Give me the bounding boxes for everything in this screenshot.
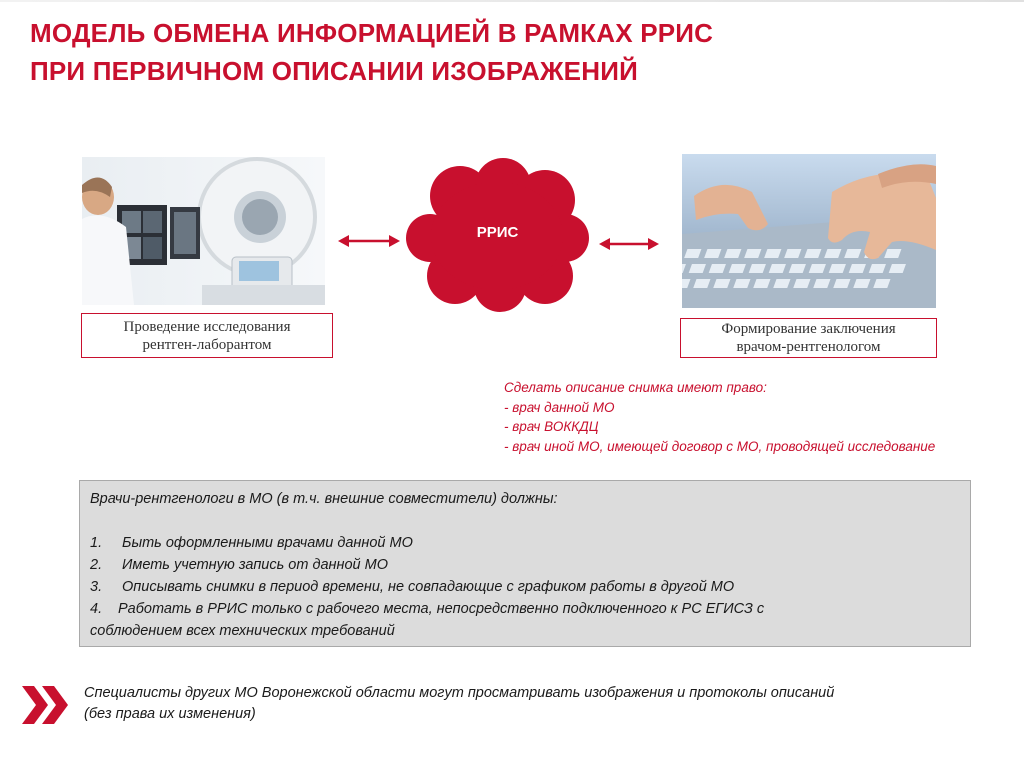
requirement-number: 1.: [90, 535, 103, 551]
requirement-item: [90, 576, 960, 598]
footer-line-2: (без права их изменения): [84, 706, 256, 722]
rights-list: [504, 378, 1014, 456]
double-headed-arrow-icon: [599, 236, 659, 252]
title-line-2: ПРИ ПЕРВИЧНОМ ОПИСАНИИ ИЗОБРАЖЕНИЙ: [30, 56, 638, 86]
requirement-continuation: соблюдением всех технических требований: [90, 623, 395, 639]
requirement-number: 3.: [90, 579, 103, 595]
requirement-text: Работать в РРИС только с рабочего места, непосредственно подключенного к РС ЕГИСЗ с: [118, 601, 765, 617]
requirements-intro: Врачи-рентгенологи в МО (в т.ч. внешние совместители) должны:: [90, 491, 558, 507]
requirement-item: [90, 532, 960, 554]
right-caption-line-2: врачом-рентгенологом: [736, 339, 881, 355]
title-line-1: МОДЕЛЬ ОБМЕНА ИНФОРМАЦИЕЙ В РАМКАХ РРИС: [30, 18, 714, 48]
requirement-item: [90, 598, 960, 620]
rights-item: - врач данной МО: [504, 399, 615, 415]
left-caption-line-1: Проведение исследования: [123, 318, 291, 335]
top-divider: [0, 0, 1024, 2]
requirements-box: [79, 480, 971, 647]
requirement-number: 4.: [90, 601, 103, 617]
slide-title: [30, 14, 990, 90]
rights-item: - врач иной МО, имеющей договор с МО, проводящей исследование: [504, 438, 936, 454]
right-caption-box: [680, 318, 937, 358]
right-caption-line-1: Формирование заключения: [721, 321, 896, 337]
rights-item: - врач ВОККДЦ: [504, 419, 599, 434]
double-headed-arrow-icon: [338, 233, 400, 249]
requirement-text: Иметь учетную запись от данной МО: [122, 557, 388, 573]
footer-note: [84, 683, 1004, 725]
requirement-number: 2.: [90, 557, 103, 573]
double-chevron-right-icon: [22, 686, 72, 724]
rris-label: РРИС: [476, 224, 519, 241]
footer-line-1: Специалисты других МО Воронежской области могут просматривать изображения и протоколы описаний: [84, 685, 835, 701]
left-caption-box: [81, 313, 333, 358]
requirement-item: [90, 554, 960, 576]
keyboard-typing-photo: [682, 154, 936, 308]
requirement-text: Быть оформленными врачами данной МО: [122, 535, 413, 551]
rights-heading: Сделать описание снимка имеют право:: [504, 380, 767, 395]
xray-lab-photo: [82, 157, 325, 305]
left-caption-line-2: рентген-лаборантом: [142, 336, 272, 353]
requirement-text: Описывать снимки в период времени, не совпадающие с графиком работы в другой МО: [122, 579, 735, 595]
